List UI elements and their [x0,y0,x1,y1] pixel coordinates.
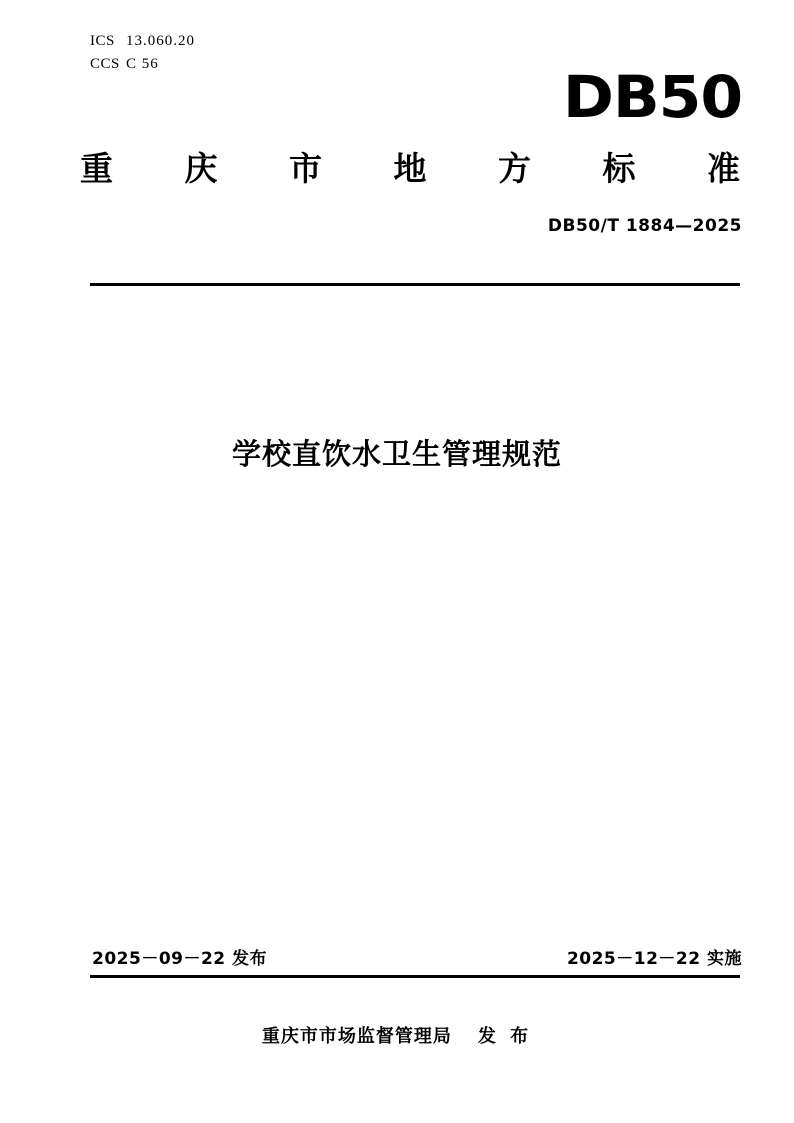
standard-type-char-2: 市 [289,149,322,188]
standard-type-char-4: 方 [498,149,531,188]
publisher-name: 重庆市市场监督管理局 [261,1026,452,1047]
footer-divider [90,975,740,978]
publisher-line [0,1022,794,1048]
ccs-label: CCS [90,56,120,72]
ccs-row [90,53,195,76]
db50-logo: DB50 [562,63,742,131]
ccs-value: C 56 [126,56,159,72]
effective-date: 2025－12－22 实施 [566,949,742,969]
publisher-action: 发 布 [477,1026,533,1047]
standard-type-char-6: 准 [707,149,740,188]
standard-type-char-0: 重 [80,149,113,188]
standard-type-char-1: 庆 [184,149,218,188]
standard-type-char-5: 标 [602,149,636,188]
page-title: 学校直饮水卫生管理规范 [231,437,562,471]
header-divider [90,283,740,286]
standard-type-heading [80,148,740,190]
standard-type-char-3: 地 [393,149,427,188]
ics-label: ICS [90,33,115,49]
issue-date: 2025－09－22 发布 [92,949,268,969]
classification-block [90,30,195,76]
ics-row [90,30,195,53]
standard-number: DB50/T 1884—2025 [547,216,742,236]
ics-value: 13.060.20 [126,33,195,49]
